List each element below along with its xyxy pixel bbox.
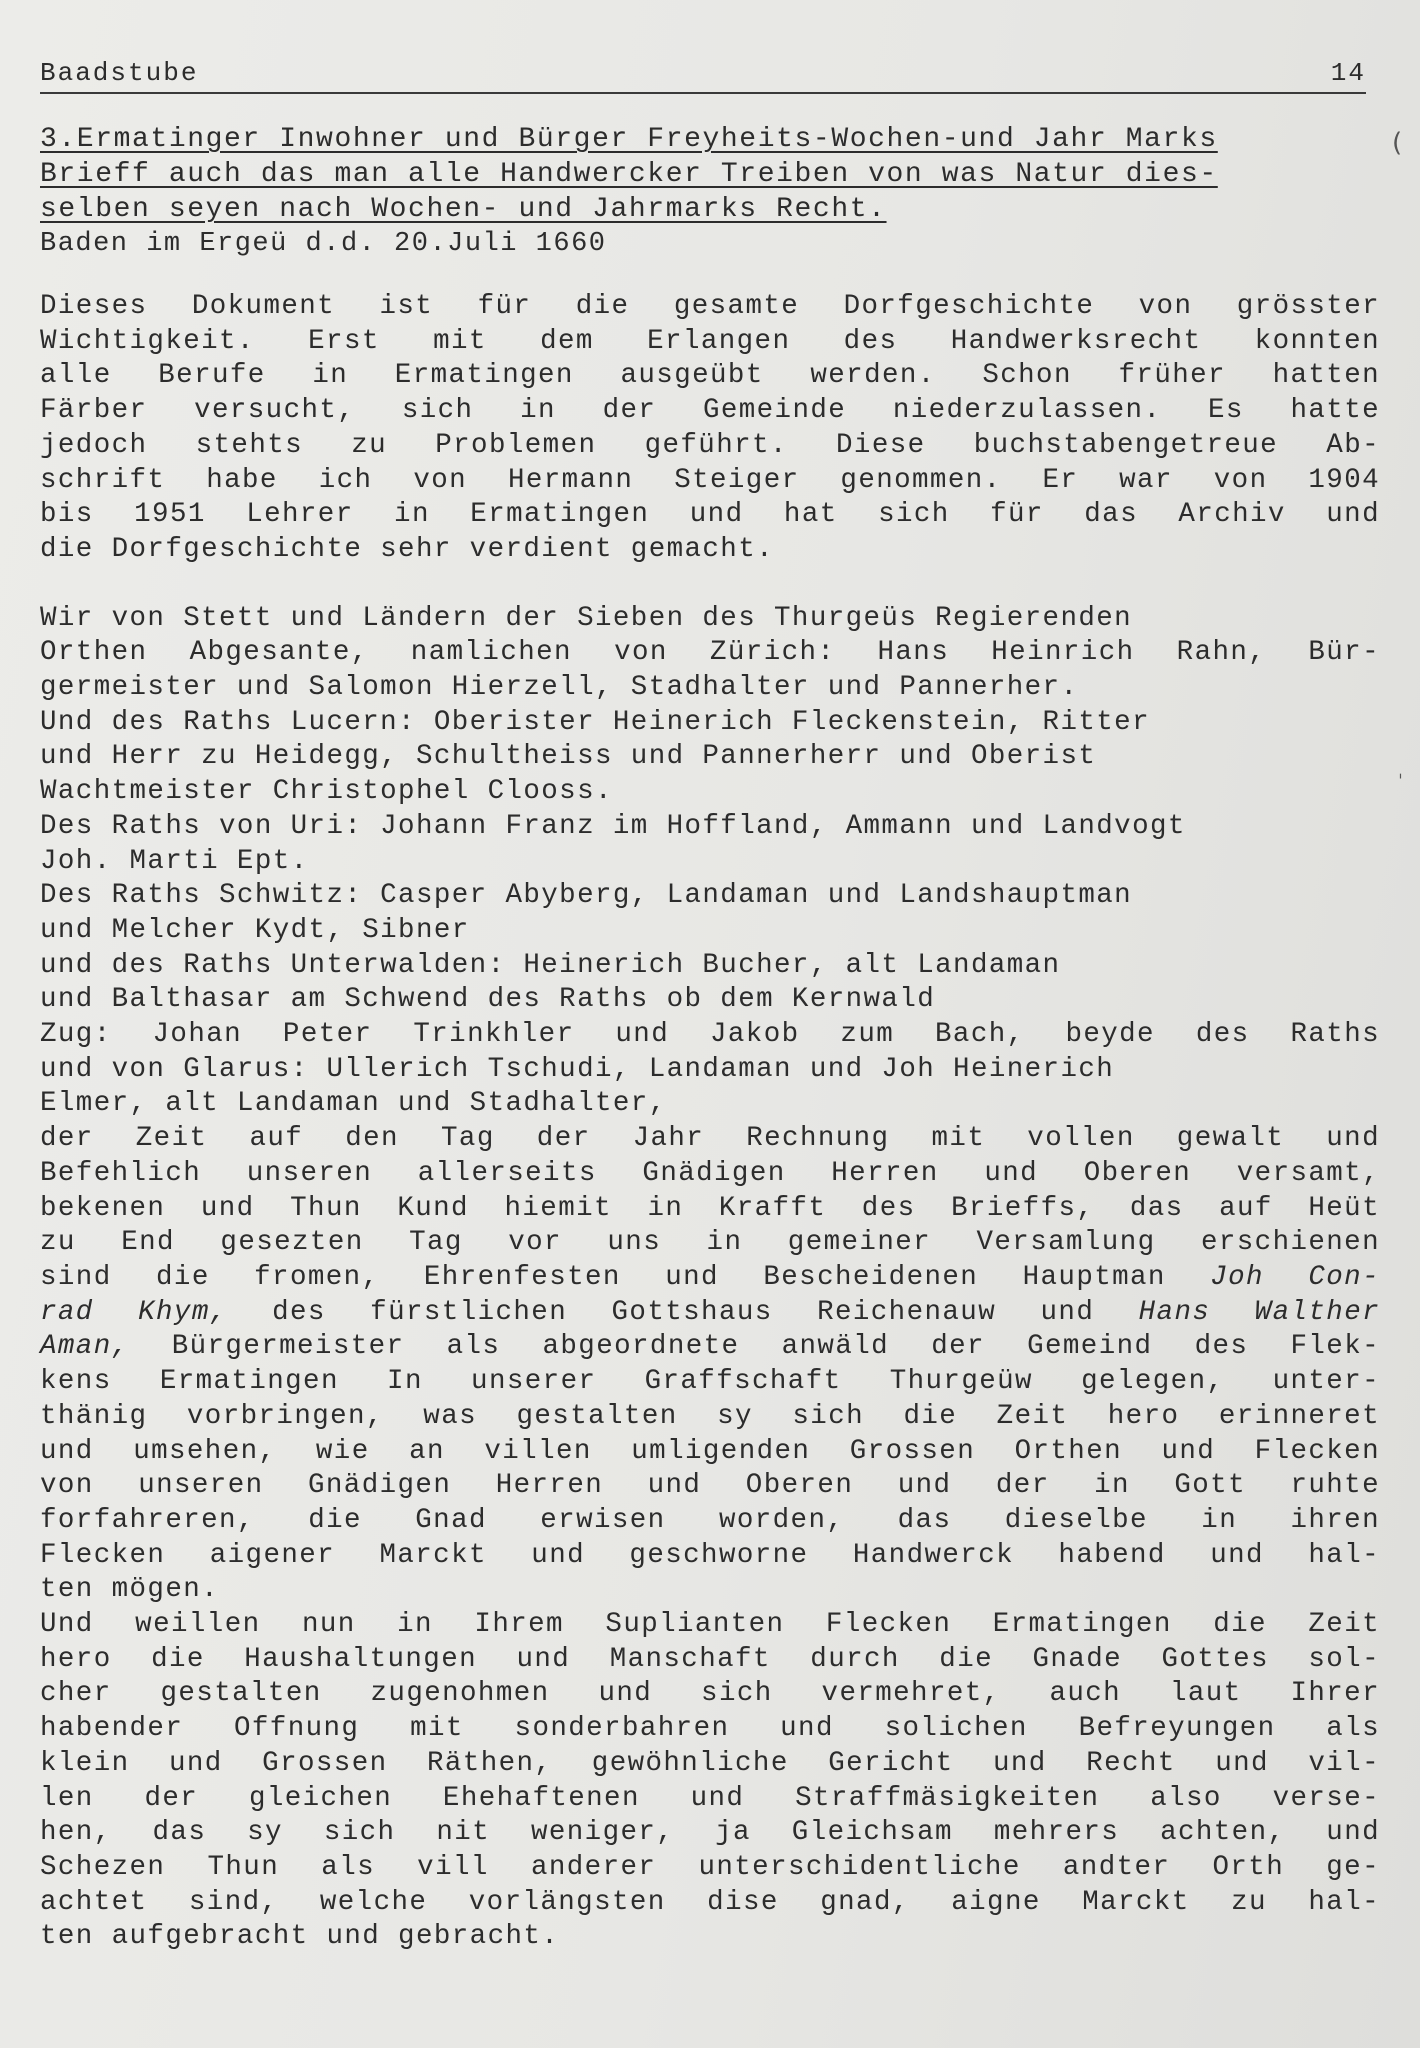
text-line: Dieses Dokument ist für die gesamte Dorfgeschichte von grösster [40, 291, 1380, 322]
page-number: 14 [1330, 58, 1366, 88]
text-line [40, 1261, 1380, 1296]
text-line: und umsehen, wie an villen umligenden Grossen Orthen und Flecken [40, 1435, 1380, 1467]
document-title [40, 122, 1380, 227]
text-line: habender Offnung mit sonderbahren und solichen Befreyungen als [40, 1713, 1380, 1745]
page-header [40, 58, 1366, 94]
text-line: ten aufgebracht und gebracht. [40, 1921, 560, 1953]
margin-scratch-mark: ˌ [1398, 760, 1403, 781]
title-line: Brieff auch das man alle Handwercker Treiben von was Natur dies- [40, 159, 1218, 190]
text-line: schrift habe ich von Hermann Steiger genommen. Er war von 1904 [40, 464, 1380, 496]
text-line: alle Berufe in Ermatingen ausgeübt werden. Schon früher hatten [40, 360, 1380, 392]
text-line: Orthen Abgesante, namlichen von Zürich: Hans Heinrich Rahn, Bür- [40, 637, 1380, 669]
text-line: zu End gesezten Tag vor uns in gemeiner Versamlung erschienen [40, 1227, 1380, 1259]
text-line: und des Raths Unterwalden: Heinerich Bucher, alt Landaman [40, 949, 1061, 981]
italic-name: Hans Walther [1138, 1296, 1381, 1328]
text-line: cher gestalten zugenohmen und sich vermehret, auch laut Ihrer [40, 1678, 1380, 1710]
text-line: len der gleichen Ehehaftenen und Straffmäsigkeiten also verse- [40, 1782, 1380, 1814]
text-line [40, 1296, 1380, 1331]
text-line: und Balthasar am Schwend des Raths ob dem Kernwald [40, 984, 936, 1016]
binding-hole-mark: ( [1392, 128, 1403, 158]
text-line: von unseren Gnädigen Herren und Oberen und der in Gott ruhte [40, 1470, 1380, 1502]
italic-name: Aman, [40, 1331, 130, 1363]
text-line [40, 1330, 1380, 1365]
text-line: achtet sind, welche vorlängsten dise gnad, aigne Marckt zu hal- [40, 1886, 1380, 1918]
text-line: und von Glarus: Ullerich Tschudi, Landaman und Joh Heinerich [40, 1053, 1115, 1085]
italic-name: rad Khym, [40, 1296, 228, 1328]
text-line: thänig vorbringen, was gestalten sy sich die Zeit hero erinneret [40, 1400, 1380, 1432]
italic-name: Joh Con- [1210, 1261, 1380, 1293]
text-line: kens Ermatingen In unserer Graffschaft Thurgeüw gelegen, unter- [40, 1366, 1380, 1398]
text-line: die Dorfgeschichte sehr verdient gemacht. [40, 533, 775, 565]
text-line: Befehlich unseren allerseits Gnädigen Herren und Oberen versamt, [40, 1157, 1380, 1189]
text-line: der Zeit auf den Tag der Jahr Rechnung mit vollen gewalt und [40, 1123, 1380, 1155]
text-line: und Herr zu Heidegg, Schultheiss und Pannerherr und Oberist [40, 741, 1097, 773]
text-segment: sind die fromen, Ehrenfesten und Bescheidenen Hauptman [40, 1261, 1166, 1293]
text-line: Wichtigkeit. Erst mit dem Erlangen des Handwerksrecht konnten [40, 325, 1380, 357]
intro-paragraph [40, 290, 1380, 568]
text-line: Des Raths Schwitz: Casper Abyberg, Landaman und Landshauptman [40, 880, 1133, 912]
title-line: selben seyen nach Wochen- und Jahrmarks Recht. [40, 194, 887, 225]
text-line: jedoch stehts zu Problemen geführt. Diese buchstabengetreue Ab- [40, 429, 1380, 461]
text-line: Elmer, alt Landaman und Stadhalter, [40, 1088, 667, 1120]
text-line: Joh. Marti Ept. [40, 845, 309, 877]
place-and-date: Baden im Ergeü d.d. 20.Juli 1660 [40, 229, 607, 259]
title-line: 3.Ermatinger Inwohner und Bürger Freyheits-Wochen-und Jahr Marks [40, 124, 1218, 155]
text-line: Zug: Johan Peter Trinkhler und Jakob zum Bach, beyde des Raths [40, 1019, 1380, 1051]
text-segment: Bürgermeister als abgeordnete anwäld der Gemeind des Flek- [171, 1331, 1380, 1363]
text-line: Schezen Thun als vill anderer unterschidentliche andter Orth ge- [40, 1851, 1380, 1883]
text-line: Und weillen nun in Ihrem Suplianten Flecken Ermatingen die Zeit [40, 1609, 1380, 1641]
transcription-body [40, 602, 1380, 1955]
header-section-title: Baadstube [40, 58, 199, 88]
text-line: hen, das sy sich nit weniger, ja Gleichsam mehrers achten, und [40, 1817, 1380, 1849]
text-line: ten mögen. [40, 1574, 220, 1606]
text-line: Flecken aigener Marckt und geschworne Handwerck habend und hal- [40, 1539, 1380, 1571]
text-line: bekenen und Thun Kund hiemit in Krafft des Brieffs, das auf Heüt [40, 1192, 1380, 1224]
text-line: bis 1951 Lehrer in Ermatingen und hat sich für das Archiv und [40, 499, 1380, 531]
text-segment: des fürstlichen Gottshaus Reichenauw und [272, 1296, 1095, 1328]
text-line: Des Raths von Uri: Johann Franz im Hoffland, Ammann und Landvogt [40, 810, 1186, 842]
text-line: forfahreren, die Gnad erwisen worden, das dieselbe in ihren [40, 1504, 1380, 1536]
text-line: Färber versucht, sich in der Gemeinde niederzulassen. Es hatte [40, 395, 1380, 427]
text-line: germeister und Salomon Hierzell, Stadhalter und Pannerher. [40, 672, 1079, 704]
text-line: Wir von Stett und Ländern der Sieben des Thurgeüs Regierenden [40, 602, 1133, 634]
text-line: Und des Raths Lucern: Oberister Heinerich Fleckenstein, Ritter [40, 706, 1150, 738]
text-line: hero die Haushaltungen und Manschaft durch die Gnade Gottes sol- [40, 1643, 1380, 1675]
text-line: klein und Grossen Räthen, gewöhnliche Gericht und Recht und vil- [40, 1747, 1380, 1779]
text-line: Wachtmeister Christophel Clooss. [40, 776, 613, 808]
text-line: und Melcher Kydt, Sibner [40, 914, 470, 946]
